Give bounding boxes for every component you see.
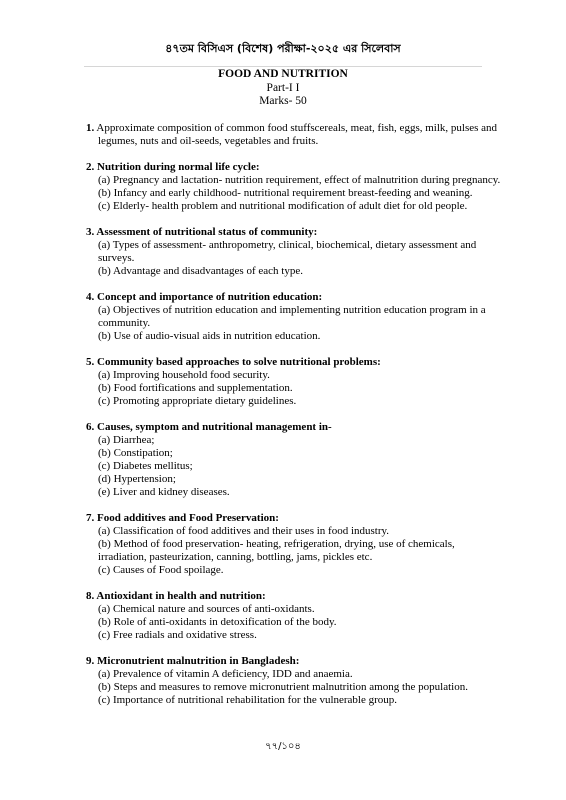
syllabus-section bbox=[86, 655, 506, 707]
section-title: 3. Assessment of nutritional status of community: bbox=[86, 226, 318, 238]
page-number: ৭৭/১০৪ bbox=[265, 741, 301, 752]
list-item: (a) Improving household food security. bbox=[98, 369, 270, 381]
marks-label: Marks- 50 bbox=[259, 95, 307, 107]
list-item: (b) Food fortifications and supplementation. bbox=[98, 382, 293, 394]
list-item: (b) Method of food preservation- heating, refrigeration, drying, use of chemicals, irradiation, pasteurization, canning, bottling, jams, pickles etc. bbox=[98, 538, 455, 563]
list-item: (b) Role of anti-oxidants in detoxification of the body. bbox=[98, 616, 337, 628]
syllabus-section bbox=[86, 291, 506, 343]
list-item: (a) Pregnancy and lactation- nutrition requirement, effect of malnutrition during pregnancy. bbox=[98, 174, 501, 186]
list-item: (b) Use of audio-visual aids in nutrition education. bbox=[98, 330, 321, 342]
section-heading bbox=[86, 590, 506, 603]
section-heading bbox=[86, 291, 506, 304]
list-item: (b) Infancy and early childhood- nutritional requirement breast-feeding and weaning. bbox=[98, 187, 473, 199]
section-items bbox=[98, 434, 506, 499]
syllabus-section bbox=[86, 226, 506, 278]
list-item: (c) Diabetes mellitus; bbox=[98, 460, 193, 472]
header-divider bbox=[84, 66, 482, 67]
section-title: 2. Nutrition during normal life cycle: bbox=[86, 161, 260, 173]
section-title: 1. bbox=[86, 122, 95, 134]
section-title: 8. Antioxidant in health and nutrition: bbox=[86, 590, 266, 602]
section-items bbox=[98, 668, 506, 707]
syllabus-section bbox=[86, 512, 506, 577]
syllabus-section bbox=[86, 590, 506, 642]
part-label: Part-I I bbox=[266, 81, 300, 94]
section-text: Approximate composition of common food stuffscereals, meat, fish, eggs, milk, pulses and legumes, nuts and oil-seeds, vegetables and fruits. bbox=[96, 122, 498, 147]
syllabus-section bbox=[86, 421, 506, 499]
list-item: (a) Prevalence of vitamin A deficiency, IDD and anaemia. bbox=[98, 668, 353, 680]
section-title: 9. Micronutrient malnutrition in Bangladesh: bbox=[86, 655, 300, 667]
list-item: (c) Free radials and oxidative stress. bbox=[98, 629, 257, 641]
list-item: (c) Importance of nutritional rehabilitation for the vulnerable group. bbox=[98, 694, 398, 706]
section-items bbox=[98, 174, 506, 213]
list-item: (c) Elderly- health problem and nutritional modification of adult diet for old people. bbox=[98, 200, 468, 212]
section-heading bbox=[86, 226, 506, 239]
section-heading bbox=[86, 356, 506, 369]
list-item: (d) Hypertension; bbox=[98, 473, 176, 485]
syllabus-section bbox=[86, 122, 506, 148]
section-items bbox=[98, 525, 506, 577]
section-heading bbox=[86, 421, 506, 434]
section-heading bbox=[86, 512, 506, 525]
document-title-block bbox=[0, 68, 566, 109]
running-header: ৪৭তম বিসিএস (বিশেষ) পরীক্ষা-২০২৫ এর সিলেবাস bbox=[165, 42, 401, 55]
section-title: 4. Concept and importance of nutrition education: bbox=[86, 291, 323, 303]
syllabus-section bbox=[86, 356, 506, 408]
list-item: (b) Advantage and disadvantages of each type. bbox=[98, 265, 303, 277]
list-item: (a) Classification of food additives and their uses in food industry. bbox=[98, 525, 390, 537]
subject-title: FOOD AND NUTRITION bbox=[218, 68, 348, 80]
section-title: 5. Community based approaches to solve nutritional problems: bbox=[86, 356, 381, 368]
section-heading bbox=[86, 122, 506, 148]
list-item: (a) Objectives of nutrition education and implementing nutrition education program in a community. bbox=[98, 304, 486, 329]
list-item: (b) Steps and measures to remove micronutrient malnutrition among the population. bbox=[98, 681, 468, 693]
list-item: (a) Diarrhea; bbox=[98, 434, 155, 446]
section-items bbox=[98, 304, 506, 343]
list-item: (c) Promoting appropriate dietary guidelines. bbox=[98, 395, 297, 407]
section-title: 7. Food additives and Food Preservation: bbox=[86, 512, 279, 524]
list-item: (a) Types of assessment- anthropometry, clinical, biochemical, dietary assessment and surveys. bbox=[98, 239, 477, 264]
list-item: (e) Liver and kidney diseases. bbox=[98, 486, 230, 498]
syllabus-section bbox=[86, 161, 506, 213]
section-items bbox=[98, 239, 506, 278]
section-heading bbox=[86, 655, 506, 668]
section-heading bbox=[86, 161, 506, 174]
section-items bbox=[98, 369, 506, 408]
section-items bbox=[98, 603, 506, 642]
section-title: 6. Causes, symptom and nutritional management in- bbox=[86, 421, 332, 433]
list-item: (a) Chemical nature and sources of anti-oxidants. bbox=[98, 603, 315, 615]
syllabus-content bbox=[86, 122, 506, 720]
list-item: (b) Constipation; bbox=[98, 447, 173, 459]
list-item: (c) Causes of Food spoilage. bbox=[98, 564, 224, 576]
